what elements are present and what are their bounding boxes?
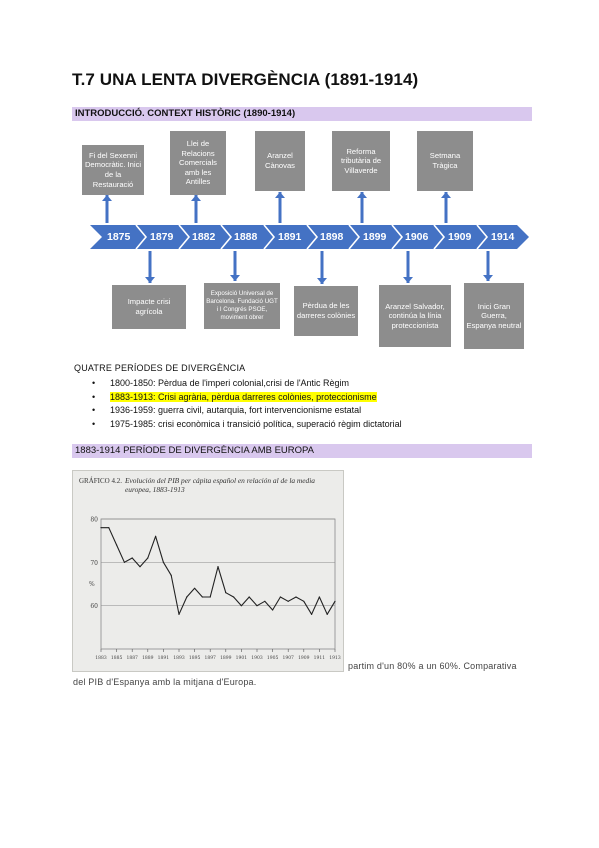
- chart-ytick-label: 60: [90, 603, 98, 611]
- chart-data-point: [217, 566, 218, 567]
- chart-data-point: [186, 596, 187, 597]
- timeline-year-1875: 1875: [107, 231, 131, 243]
- chart-xtick-label: 1885: [110, 656, 123, 661]
- timeline-year-1891: 1891: [278, 231, 302, 243]
- bullet-icon: •: [92, 405, 96, 415]
- chart-data-point: [233, 596, 234, 597]
- timeline-event-crisi-agricola: Impacte crisi agrícola: [112, 285, 186, 329]
- chart-data-point: [163, 562, 164, 563]
- chart-data-point: [100, 527, 101, 528]
- chart-xtick-label: 1887: [126, 656, 138, 661]
- chart-data-point: [241, 605, 242, 606]
- timeline-year-1882: 1882: [192, 231, 216, 243]
- timeline-event-perdua-colonies: Pèrdua de les darreres colònies: [294, 286, 358, 336]
- chart-data-point: [171, 575, 172, 576]
- timeline-event-restauracio: Fi del Sexenni Democràtic. Inici de la Restauració: [82, 145, 144, 195]
- chart-title: Evolución del PIB per cápita español en relación al de la media europea, 1883-1913: [125, 476, 315, 494]
- chart-data-point: [116, 544, 117, 545]
- chart-data-point: [264, 601, 265, 602]
- chart-data-point: [288, 601, 289, 602]
- chart-data-point: [225, 592, 226, 593]
- chart-data-point: [295, 596, 296, 597]
- chart-series-line: [101, 528, 335, 615]
- period-text: 1975-1985: crisi econòmica i transició política, superació règim dictatorial: [110, 418, 402, 429]
- page-title: T.7 UNA LENTA DIVERGÈNCIA (1891-1914): [72, 70, 419, 89]
- timeline-down-connector-0-head: [145, 277, 155, 283]
- bullet-icon: •: [92, 378, 96, 388]
- timeline-up-connector-1-head: [191, 195, 201, 201]
- chart-data-point: [319, 596, 320, 597]
- chart-data-point: [303, 601, 304, 602]
- timeline-year-1909: 1909: [448, 231, 472, 243]
- period-text: 1800-1850: Pèrdua de l'imperi colonial,crisi de l'Antic Règim: [110, 378, 350, 388]
- timeline-event-exposicio-universal: Exposició Universal de Barcelona. Fundació UGT i I Congrés PSOE, moviment obrer: [204, 283, 280, 329]
- chart-ytick-label: 80: [90, 516, 98, 524]
- chart-figure-label: GRÁFICO 4.2.: [79, 477, 122, 485]
- chart-xtick-label: 1899: [220, 656, 232, 661]
- chart-xtick-label: 1903: [251, 656, 263, 661]
- timeline-down-connector-2-head: [317, 278, 327, 284]
- chart-xtick-label: 1911: [313, 656, 326, 661]
- chart-xtick-label: 1909: [298, 656, 310, 661]
- timeline-year-1914: 1914: [491, 231, 515, 243]
- chart-xtick-label: 1897: [204, 656, 216, 661]
- timeline-event-reforma-villaverde: Reforma tributària de Villaverde: [332, 131, 390, 191]
- section-intro-heading: INTRODUCCIÓ. CONTEXT HISTÒRIC (1890-1914): [72, 107, 532, 121]
- chart-xtick-label: 1895: [188, 656, 201, 661]
- chart-data-point: [272, 609, 273, 610]
- chart-data-point: [334, 601, 335, 602]
- chart-xtick-label: 1913: [329, 656, 341, 661]
- timeline-year-1879: 1879: [150, 231, 174, 243]
- chart-xtick-label: 1901: [235, 656, 248, 661]
- period-text: 1883-1913: Crisi agrària, pèrdua darreres colònies, proteccionisme: [110, 391, 377, 402]
- chart-xtick-label: 1905: [266, 656, 279, 661]
- timeline-year-1888: 1888: [234, 231, 258, 243]
- chart-data-point: [155, 536, 156, 537]
- period-item: [92, 418, 402, 432]
- chart-data-point: [256, 605, 257, 606]
- timeline-down-connector-3-head: [403, 277, 413, 283]
- chart-data-point: [132, 557, 133, 558]
- timeline-event-aranzel-salvador: Aranzel Salvador, continúa la línia proteccionista: [379, 285, 451, 347]
- timeline-up-connector-3-head: [357, 192, 367, 198]
- timeline-down-connector-1-head: [230, 275, 240, 281]
- chart-data-point: [327, 614, 328, 615]
- timeline-event-gran-guerra: Inici Gran Guerra, Espanya neutral: [464, 283, 524, 349]
- chart-data-point: [124, 562, 125, 563]
- timeline-year-1906: 1906: [405, 231, 429, 243]
- chart-data-point: [194, 588, 195, 589]
- chart-data-point: [108, 527, 109, 528]
- chart-xtick-label: 1889: [142, 656, 154, 661]
- chart-data-point: [139, 566, 140, 567]
- bullet-icon: •: [92, 391, 96, 402]
- chart-data-point: [311, 614, 312, 615]
- period-text: 1936-1959: guerra civil, autarquia, fort intervencionisme estatal: [110, 405, 362, 415]
- chart-data-point: [147, 557, 148, 558]
- timeline-down-connector-4-head: [483, 275, 493, 281]
- timeline-up-connector-4-head: [441, 192, 451, 198]
- timeline-up-connector-2-head: [275, 192, 285, 198]
- chart-data-point: [249, 596, 250, 597]
- chart-xtick-label: 1907: [282, 656, 294, 661]
- timeline-event-aranzel-canovas: Aranzel Cànovas: [255, 131, 305, 191]
- chart-data-point: [202, 596, 203, 597]
- timeline-event-llei-antilles: Llei de Relacions Comercials amb les Antilles: [170, 131, 226, 195]
- chart-xtick-label: 1891: [157, 656, 170, 661]
- bullet-icon: •: [92, 418, 96, 429]
- timeline-year-1898: 1898: [320, 231, 344, 243]
- chart-data-point: [178, 614, 179, 615]
- period-item-highlighted: [92, 391, 402, 405]
- periods-list: [92, 377, 402, 431]
- chart-data-point: [280, 596, 281, 597]
- period-item: [92, 377, 402, 391]
- chart-plot-frame: [101, 519, 335, 649]
- chart-caption-line-2: del PIB d'Espanya amb la mitjana d'Europa.: [73, 677, 257, 687]
- gdp-chart-figure: [72, 470, 344, 672]
- chart-ytick-label: 70: [90, 559, 98, 567]
- timeline-year-1899: 1899: [363, 231, 387, 243]
- chart-ylabel: %: [89, 581, 95, 588]
- chart-caption-line-1: partim d'un 80% a un 60%. Comparativa: [348, 661, 517, 671]
- timeline-event-setmana-tragica: Setmana Tràgica: [417, 131, 473, 191]
- timeline-up-connector-0-head: [102, 195, 112, 201]
- chart-data-point: [210, 596, 211, 597]
- timeline-diagram: [72, 128, 532, 353]
- chart-xtick-label: 1893: [173, 656, 185, 661]
- periods-heading: QUATRE PERÍODES DE DIVERGÈNCIA: [74, 363, 246, 373]
- chart-xtick-label: 1883: [95, 656, 107, 661]
- gdp-chart-plot: [73, 471, 344, 672]
- period-item: [92, 404, 402, 418]
- section-divergence-heading: 1883-1914 PERÍODE DE DIVERGÈNCIA AMB EUROPA: [72, 444, 532, 458]
